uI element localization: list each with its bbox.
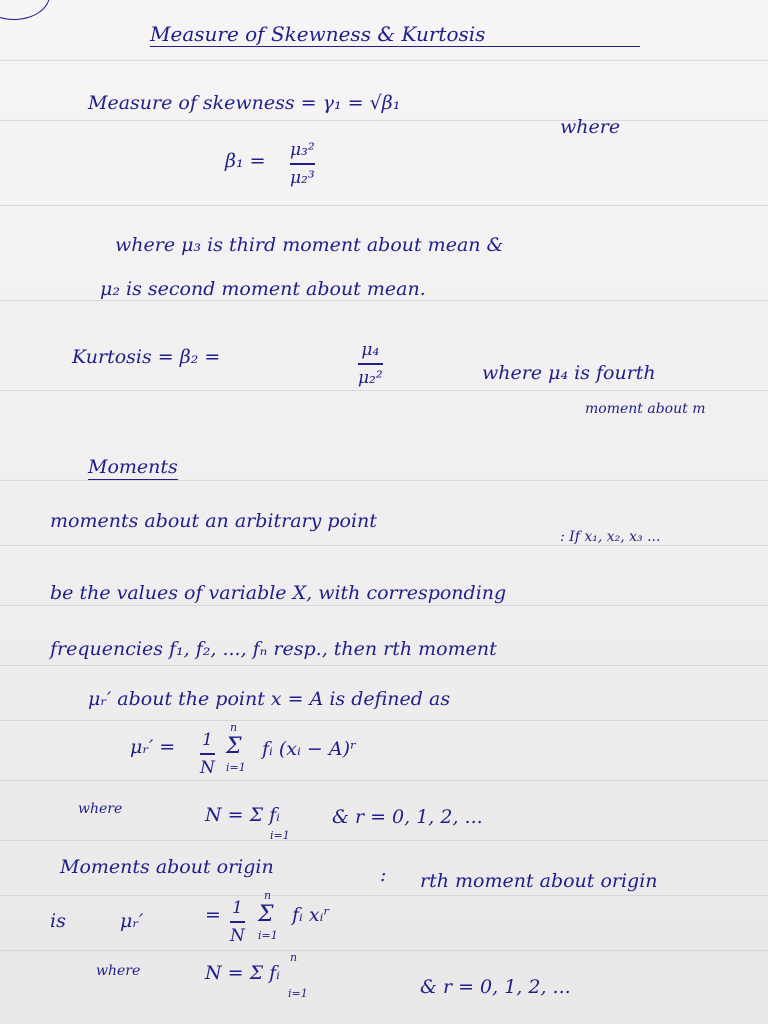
is-label: is [50,910,66,932]
values-line: be the values of variable X, with corresponding [50,582,507,604]
where-label: where [96,963,141,979]
fraction-bar [358,363,383,365]
formula2-equals: = [205,904,221,926]
rule-line [0,950,768,951]
n-definition-2: N = Σ fᵢ [205,962,280,984]
rule-line [0,60,768,61]
mu4-description: where μ₄ is fourth [482,362,656,384]
where-label: where [560,116,621,138]
fraction-bar [200,753,215,755]
beta1-label: β₁ = [225,150,266,172]
origin-description: rth moment about origin [420,870,658,892]
origin-heading: Moments about origin [60,856,274,878]
formula1-lhs: μᵣ′ = [130,736,176,758]
formula1-sum-top: n [230,721,238,734]
arbitrary-point-heading: moments about an arbitrary point [50,510,377,532]
moments-heading: Moments [88,456,178,478]
rule-line [0,605,768,606]
page-number-circle [0,0,50,20]
formula2-num: 1 [232,898,243,918]
fraction-bar [290,163,315,165]
beta1-fraction [290,140,315,188]
kurtosis-definition: Kurtosis = β₂ = [72,346,221,368]
r-range: & r = 0, 1, 2, ... [332,806,483,828]
rule-line [0,895,768,896]
colon: : [380,864,387,886]
mu2-description: μ₂ is second moment about mean. [100,278,426,300]
formula1-rhs: fᵢ (xᵢ − A)ʳ [262,738,357,760]
formula1-den: N [200,757,215,778]
rule-line [0,545,768,546]
rule-line [0,300,768,301]
rule-line [0,480,768,481]
formula2-fraction [230,898,245,946]
n-sum-bottom: i=1 [270,829,290,842]
rule-line [0,720,768,721]
formula2-sum-bottom: i=1 [258,929,278,942]
formula1-num: 1 [202,730,213,750]
frequencies-line: frequencies f₁, f₂, ..., fₙ resp., then rth moment [50,638,497,660]
n-definition: N = Σ fᵢ [205,804,280,826]
n2-sum-bottom: i=1 [288,987,308,1000]
beta1-numerator: μ₃² [290,140,315,160]
r-range-2: & r = 0, 1, 2, ... [420,976,571,998]
formula2-den: N [230,925,245,946]
where-label: where [78,801,123,817]
page-title: Measure of Skewness & Kurtosis [150,24,640,47]
mu3-description: where μ₃ is third moment about mean & [115,234,504,256]
values-intro: : If x₁, x₂, x₃ ... [560,529,661,545]
kurtosis-numerator: μ₄ [361,340,380,360]
kurtosis-denominator: μ₂² [358,367,383,388]
formula2-rhs: fᵢ xᵢʳ [292,904,331,926]
skewness-definition: Measure of skewness = γ₁ = √β₁ [88,92,401,114]
formula1-fraction [200,730,215,778]
sigma-symbol: Σ [258,902,274,927]
kurtosis-fraction [358,340,383,388]
rule-line [0,120,768,121]
beta1-denominator: μ₂³ [290,167,315,188]
sigma-symbol: Σ [226,734,242,759]
defined-as-line: μᵣ′ about the point x = A is defined as [88,688,451,710]
rule-line [0,840,768,841]
mu4-description-cont: moment about m [585,401,706,417]
rule-line [0,665,768,666]
rule-line [0,780,768,781]
n2-sum-top: n [290,951,298,964]
formula2-sum-top: n [264,889,272,902]
rule-line [0,205,768,206]
rule-line [0,390,768,391]
formula2-lhs: μᵣ′ [120,910,144,932]
fraction-bar [230,921,245,923]
formula1-sum-bottom: i=1 [226,761,246,774]
